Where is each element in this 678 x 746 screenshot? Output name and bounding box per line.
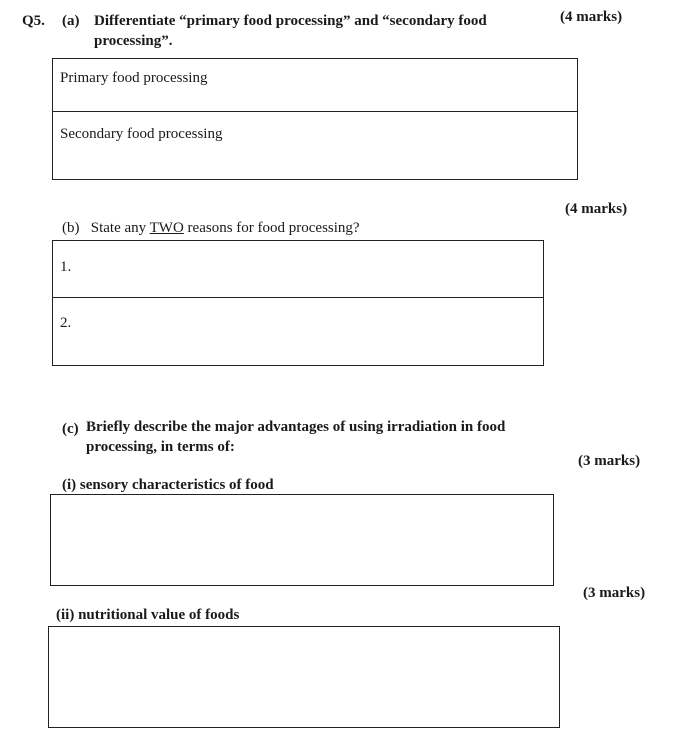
part-c-i-marks: (3 marks) <box>578 453 641 469</box>
part-c-ii-question: (ii) nutritional value of foods <box>56 607 240 623</box>
table-divider <box>53 111 577 112</box>
reason-1-label: 1. <box>60 259 72 275</box>
part-b-label: (b) <box>62 220 80 236</box>
part-b-answer-table <box>52 240 544 366</box>
question-number: Q5. <box>22 13 45 29</box>
part-b-question <box>62 219 360 237</box>
reason-2-label: 2. <box>60 315 72 331</box>
part-a-question-line1: Differentiate “primary food processing” and “secondary food <box>94 13 487 29</box>
part-c-ii-answer-box <box>48 626 560 728</box>
part-b-text-after: reasons for food processing? <box>183 220 360 236</box>
primary-processing-row-label: Primary food processing <box>60 70 208 86</box>
part-c-i-answer-box <box>50 494 554 586</box>
part-c-question-line1: Briefly describe the major advantages of using irradiation in food <box>86 419 506 435</box>
part-b-emphasis: TWO <box>149 220 184 236</box>
part-c-ii-marks: (3 marks) <box>583 585 646 601</box>
part-b-text-before: State any <box>90 220 150 236</box>
part-a-answer-table <box>52 58 578 180</box>
part-a-label: (a) <box>62 13 80 29</box>
part-b-marks: (4 marks) <box>565 201 628 217</box>
part-a-question-line2: processing”. <box>94 33 173 49</box>
part-c-i-question: (i) sensory characteristics of food <box>62 477 274 493</box>
part-c-question-line2: processing, in terms of: <box>86 439 235 455</box>
secondary-processing-row-label: Secondary food processing <box>60 126 223 142</box>
part-a-marks: (4 marks) <box>560 9 623 25</box>
table-divider <box>53 297 543 298</box>
part-c-label: (c) <box>62 421 79 437</box>
